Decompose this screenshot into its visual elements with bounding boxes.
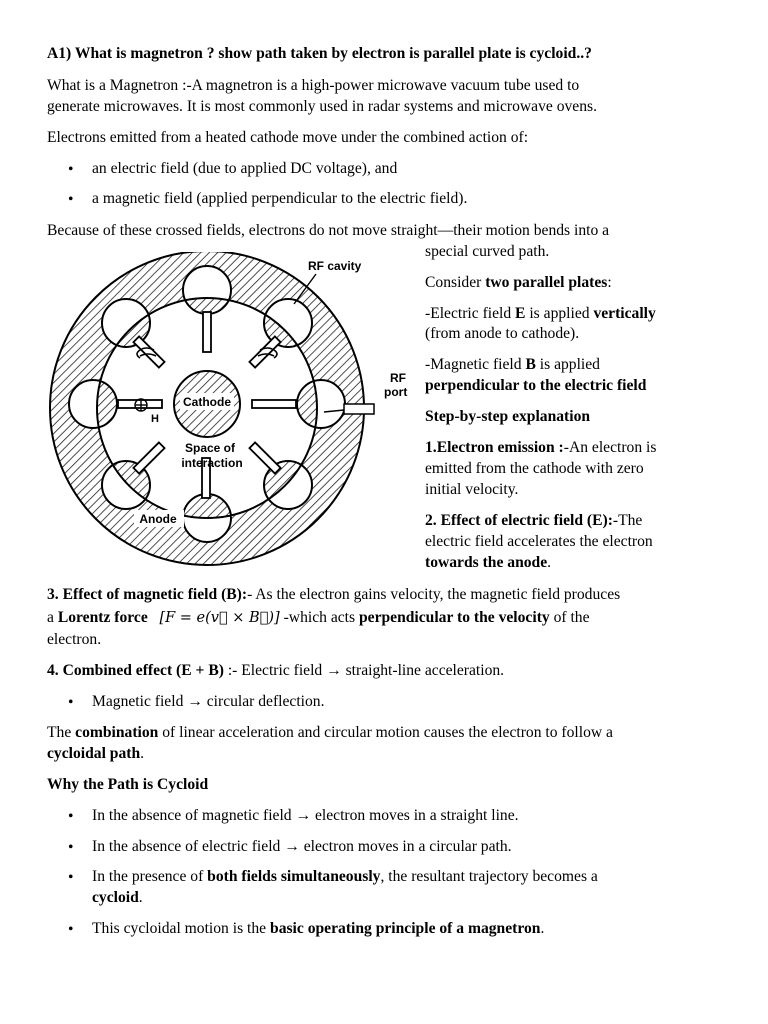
step4-text: 4. Combined effect (E + B) :- Electric field → straight-line acceleration. — [47, 662, 505, 679]
bfield-text: perpendicular to the electric field — [425, 377, 647, 394]
space-of-label: Space of — [184, 441, 236, 455]
bullet: • — [68, 808, 74, 825]
bullet: • — [68, 161, 74, 178]
anode-label: Anode — [139, 512, 177, 526]
efield-text: (from anode to cathode). — [425, 325, 580, 342]
bullet: • — [68, 839, 74, 856]
list-item: an electric field (due to applied DC voltage), and — [92, 160, 398, 177]
list-item: In the absence of electric field → electron moves in a circular path. — [92, 838, 512, 855]
rf-port — [324, 404, 374, 414]
bullet: • — [68, 869, 74, 886]
step2-text: 2. Effect of electric field (E):-The — [425, 512, 643, 529]
rf-label: RF — [390, 371, 406, 385]
cathode-label: Cathode — [183, 395, 231, 409]
bullet: • — [68, 694, 74, 711]
step-heading: Step-by-step explanation — [425, 408, 591, 425]
crossed-text: Because of these crossed fields, electrons do not move straight—their motion bends into a — [47, 222, 610, 239]
list-item: This cycloidal motion is the basic operating principle of a magnetron. — [92, 920, 545, 937]
combo-text: The combination of linear acceleration and circular motion causes the electron to follow a — [47, 724, 613, 741]
efield-text: -Electric field E is applied vertically — [425, 305, 656, 322]
step2-text: electric field accelerates the electron — [425, 533, 653, 550]
combo-text: cycloidal path. — [47, 745, 145, 762]
bullet: • — [68, 921, 74, 938]
step1-text: emitted from the cathode with zero — [425, 460, 644, 477]
why-heading: Why the Path is Cycloid — [47, 776, 209, 793]
list-item: cycloid. — [92, 889, 143, 906]
lorentz-formula: [F = e(v⃗ × B⃗)] — [159, 610, 280, 626]
interaction-label: interaction — [181, 456, 243, 470]
intro-text: generate microwaves. It is most commonly used in radar systems and microwave ovens. — [47, 98, 597, 115]
list-item: In the absence of magnetic field → electron moves in a straight line. — [92, 807, 519, 824]
port-label: port — [384, 385, 408, 399]
step1-text: 1.Electron emission :-An electron is — [425, 439, 657, 456]
list-item: a magnetic field (applied perpendicular to the electric field). — [92, 190, 468, 207]
h-label: H — [151, 413, 159, 425]
consider-text: Consider two parallel plates: — [425, 274, 612, 291]
step3-text: electron. — [47, 631, 102, 648]
step3-text: a Lorentz force [F = e(v⃗ × B⃗)] -which acts perpendicular to the velocity of the — [47, 609, 590, 626]
intro-text: What is a Magnetron :-A magnetron is a high-power microwave vacuum tube used to — [47, 77, 580, 94]
step2-text: towards the anode. — [425, 554, 552, 571]
rf-cavity-label: RF cavity — [308, 259, 362, 273]
step1-text: initial velocity. — [425, 481, 519, 498]
page-heading: A1) What is magnetron ? show path taken by electron is parallel plate is cycloid..? — [47, 45, 592, 62]
list-item: Magnetic field → circular deflection. — [92, 693, 325, 710]
bullet: • — [68, 191, 74, 208]
crossed-text: special curved path. — [425, 243, 550, 260]
magnetron-diagram — [48, 252, 422, 570]
bfield-text: -Magnetic field B is applied — [425, 356, 600, 373]
step3-text: 3. Effect of magnetic field (B):- As the electron gains velocity, the magnetic field produces — [47, 586, 621, 603]
list-item: In the presence of both fields simultaneously, the resultant trajectory becomes a — [92, 868, 598, 885]
emitted-text: Electrons emitted from a heated cathode move under the combined action of: — [47, 129, 529, 146]
